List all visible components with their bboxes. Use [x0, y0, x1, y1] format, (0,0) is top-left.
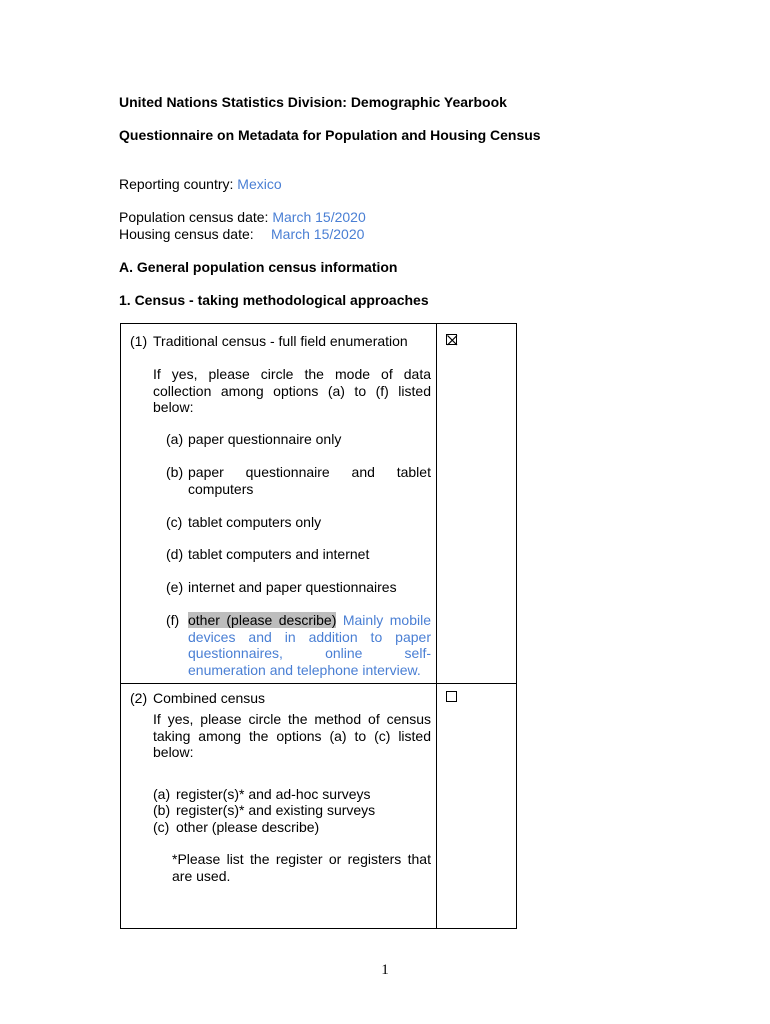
housing-census-date [119, 226, 519, 242]
row1-label: Traditional census - full field enumeration [153, 333, 408, 349]
combined-census-checkbox[interactable] [446, 691, 457, 702]
page-number: 1 [381, 962, 389, 978]
option-b-line-2: computers [188, 480, 254, 497]
table-border-left [120, 323, 121, 929]
row1-option-letter: (e) [166, 579, 184, 595]
row1-option-text: internet and paper questionnaires [188, 579, 397, 595]
row2-option-text: register(s)* and ad-hoc surveys [176, 786, 371, 802]
table-border-top [120, 323, 517, 324]
row2-option-letter: (c) [153, 819, 170, 835]
reporting-country [119, 176, 282, 192]
row2-option-text: other (please describe) [176, 819, 320, 835]
row2-option-letter: (a) [153, 786, 171, 802]
row1-option-letter: (b) [166, 464, 184, 480]
option-b-word: and [351, 464, 375, 480]
row2-footnote: *Please list the register or registers that are used. [172, 851, 431, 884]
row2-number: (2) [130, 690, 148, 706]
reporting-country-label: Reporting country: [119, 176, 234, 192]
housing-census-date-value: March 15/2020 [271, 226, 365, 242]
row1-option-text: paper questionnaire only [188, 431, 342, 447]
row1-other-answer: Mainly mobile devices and in addition to paper questionnaires, online self-enumeration and telephone interview. [188, 612, 432, 678]
row1-option-text: tablet computers only [188, 514, 322, 530]
row1-option-letter: (f) [166, 612, 180, 628]
table-border-bottom [120, 928, 517, 929]
population-census-date-label: Population census date: [119, 209, 269, 225]
section-a-heading: A. General population census information [119, 259, 398, 275]
checkbox-x-mark-icon [447, 335, 458, 346]
population-census-date-value: March 15/2020 [272, 209, 366, 225]
table-border-right [516, 323, 517, 929]
reporting-country-value: Mexico [237, 176, 282, 192]
document-subtitle: Questionnaire on Metadata for Population and Housing Census [119, 127, 541, 143]
row2-option-letter: (b) [153, 802, 171, 818]
traditional-census-checkbox[interactable] [446, 334, 457, 345]
table-row-divider [120, 683, 517, 684]
row2-instruction: If yes, please circle the method of census taking among the options (a) to (c) listed below: [153, 711, 431, 760]
table-column-divider [436, 323, 437, 929]
row2-option-text: register(s)* and existing surveys [176, 802, 376, 818]
section-1-heading: 1. Census - taking methodological approaches [119, 292, 429, 308]
option-b-line-1 [188, 464, 431, 481]
row1-number: (1) [130, 333, 148, 349]
row1-option-letter: (d) [166, 546, 184, 562]
row1-option-f-text [188, 612, 431, 678]
row2-label: Combined census [153, 690, 266, 706]
row1-instruction: If yes, please circle the mode of data collection among options (a) to (f) listed below: [153, 366, 431, 415]
option-b-word: paper [188, 464, 224, 480]
option-b-word: tablet [396, 464, 431, 480]
population-census-date [119, 209, 366, 225]
row1-option-text: tablet computers and internet [188, 546, 370, 562]
row1-option-f-highlight: other (please describe) [188, 612, 337, 628]
housing-census-date-label: Housing census date: [119, 226, 254, 242]
document-title: United Nations Statistics Division: Demographic Yearbook [119, 94, 507, 110]
row1-option-letter: (a) [166, 431, 184, 447]
row1-option-text [188, 464, 431, 497]
option-b-word: questionnaire [245, 464, 330, 480]
row1-option-letter: (c) [166, 514, 183, 530]
